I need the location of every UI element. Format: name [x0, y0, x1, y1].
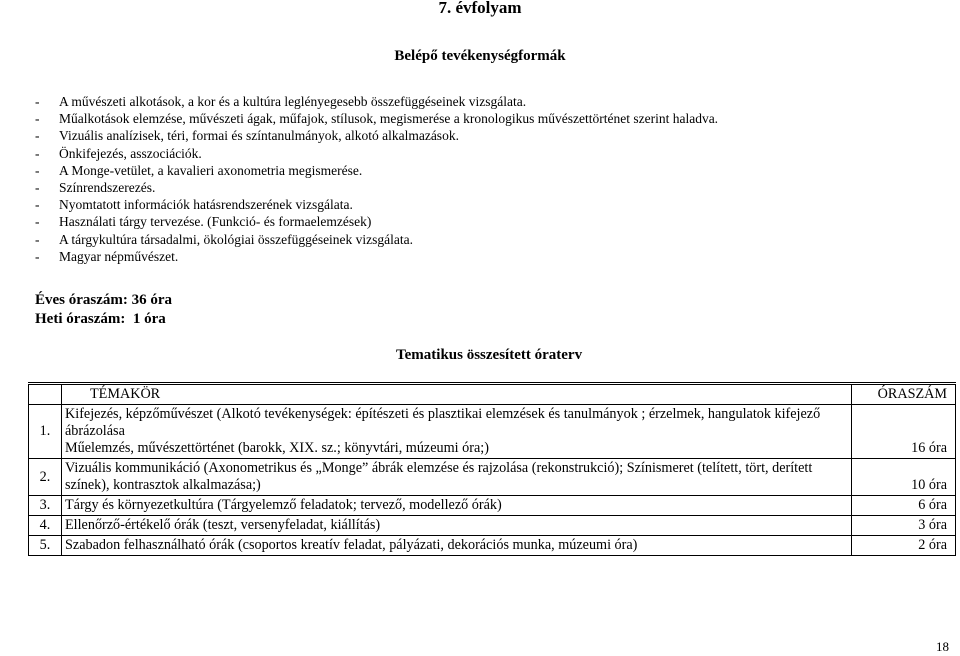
row-number: 2.: [29, 459, 62, 496]
page-number: 18: [936, 639, 949, 654]
list-item-text: Magyar népművészet.: [59, 248, 179, 264]
list-item-text: Nyomtatott információk hatásrendszerének vizsgálata.: [59, 197, 353, 213]
list-item: [35, 145, 718, 162]
list-item: [35, 231, 718, 248]
list-item-text: Színrendszerezés.: [59, 180, 156, 196]
list-item: [35, 110, 718, 127]
list-item-text: Vizuális analízisek, téri, formai és színtanulmányok, alkotó alkalmazások.: [59, 128, 459, 144]
list-bullet: -: [35, 231, 40, 247]
row-topic: Tárgy és környezetkultúra (Tárgyelemző feladatok; tervező, modellező órák): [62, 496, 852, 516]
list-bullet: -: [35, 197, 40, 213]
list-item: [35, 196, 718, 213]
activity-list: [35, 93, 718, 265]
table-row: [29, 459, 956, 496]
list-item-text: Önkifejezés, asszociációk.: [59, 145, 202, 161]
row-number: 1.: [29, 405, 62, 459]
row-hours: 10 óra: [852, 459, 956, 496]
list-bullet: -: [35, 214, 40, 230]
row-topic: Ellenőrző-értékelő órák (teszt, versenyfeladat, kiállítás): [62, 516, 852, 536]
annual-hours: Éves óraszám: 36 óra: [35, 292, 173, 308]
list-bullet: -: [35, 162, 40, 178]
row-topic-line: Kifejezés, képzőművészet (Alkotó tevékenységek: építészeti és plasztikai elemzések és tanulmányok ; érzelmek, hangulatok kifejező ábrázolása: [65, 406, 821, 439]
table-row: [29, 405, 956, 459]
table-row: [29, 516, 956, 536]
section-subtitle: Belépő tevékenységformák: [394, 48, 566, 64]
list-item: [35, 179, 718, 196]
list-item: [35, 162, 718, 179]
header-num-cell: [29, 384, 62, 405]
list-item-text: A Monge-vetület, a kavalieri axonometria megismerése.: [59, 162, 363, 178]
list-item: [35, 213, 718, 230]
hours-summary: [35, 291, 172, 329]
row-number: 4.: [29, 516, 62, 536]
weekly-hours: Heti óraszám: 1 óra: [35, 311, 166, 327]
list-bullet: -: [35, 94, 40, 109]
page-title: 7. évfolyam: [438, 0, 522, 17]
row-topic: Szabadon felhasználható órák (csoportos kreatív feladat, pályázati, dekorációs munka, múzeumi óra): [62, 536, 852, 556]
row-hours: 2 óra: [852, 536, 956, 556]
row-number: 3.: [29, 496, 62, 516]
row-hours: 16 óra: [852, 405, 956, 459]
list-item: [35, 93, 718, 110]
plan-title: Tematikus összesített óraterv: [396, 347, 583, 363]
row-hours: 3 óra: [852, 516, 956, 536]
list-bullet: -: [35, 145, 40, 161]
list-bullet: -: [35, 111, 40, 127]
row-topic-line: Műelemzés, művészettörténet (barokk, XIX. sz.; könyvtári, múzeumi óra;): [65, 440, 489, 456]
list-item-text: Használati tárgy tervezése. (Funkció- és formaelemzések): [59, 214, 372, 230]
list-item-text: A tárgykultúra társadalmi, ökológiai összefüggéseinek vizsgálata.: [59, 231, 414, 247]
list-bullet: -: [35, 248, 40, 264]
table-row: [29, 536, 956, 556]
table-row: [29, 496, 956, 516]
row-hours: 6 óra: [852, 496, 956, 516]
row-number: 5.: [29, 536, 62, 556]
list-item: [35, 127, 718, 144]
list-item: [35, 248, 718, 265]
row-topic: Vizuális kommunikáció (Axonometrikus és „Monge” ábrák elemzése és rajzolása (rekonstrukció); Színismeret (telített, tört, derített színek), kontrasztok alkalmazása;): [62, 459, 852, 496]
list-bullet: -: [35, 128, 40, 144]
header-hours: ÓRASZÁM: [852, 384, 956, 405]
row-topic: [62, 405, 852, 459]
list-item-text: Műalkotások elemzése, művészeti ágak, műfajok, stílusok, megismerése a kronologikus művészettörténet szerint haladva.: [59, 111, 719, 127]
header-topic: TÉMAKÖR: [62, 384, 852, 405]
list-item-text: A művészeti alkotások, a kor és a kultúra leglényegesebb összefüggéseinek vizsgálata.: [59, 94, 527, 109]
list-bullet: -: [35, 180, 40, 196]
table-header-row: [29, 384, 956, 405]
thematic-plan-table: [28, 382, 956, 556]
